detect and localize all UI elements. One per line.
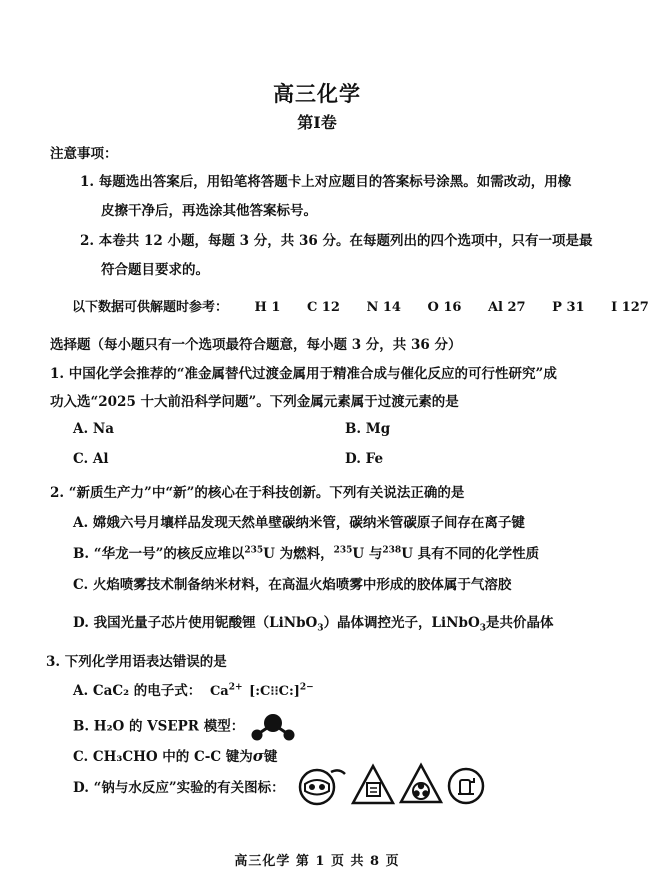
ventilation-fan-icon xyxy=(398,762,444,808)
note-2-line-1: 2. 本卷共 12 小题，每题 3 分，共 36 分。在每题列出的四个选项中，只有一项是最 xyxy=(80,233,593,249)
note-2-line-2: 符合题目要求的。 xyxy=(101,262,209,278)
q2-d-sub-2: 3 xyxy=(479,623,486,634)
q1-stem-line-2: 功入选“2025 十大前沿科学问题”。下列金属元素属于过渡元素的是 xyxy=(50,394,459,410)
q2-option-d xyxy=(73,611,554,634)
atomic-mass-o: O 16 xyxy=(427,300,462,315)
q2-b-mass-3: 238 xyxy=(382,545,402,556)
atomic-mass-al: Al 27 xyxy=(487,300,526,315)
q3-option-b xyxy=(73,712,297,742)
notes-heading: 注意事项： xyxy=(50,146,118,162)
q2-b-mass-1: 235 xyxy=(244,545,264,556)
water-vsepr-model-icon xyxy=(249,712,297,742)
q3-option-a xyxy=(73,679,314,699)
q2-d-sub-1: 3 xyxy=(317,623,324,634)
q2-option-c: C. 火焰喷雾技术制备纳米材料，在高温火焰喷雾中形成的胶体属于气溶胶 xyxy=(73,577,512,593)
q1-option-b: B. Mg xyxy=(345,421,391,437)
atomic-mass-h: H 1 xyxy=(254,300,281,315)
q2-option-a: A. 嫦娥六号月壤样品发现天然单壁碳纳米管，碳纳米管碳原子间存在离子键 xyxy=(73,515,525,531)
atomic-mass-i: I 127 xyxy=(611,300,649,315)
q2-b-mass-2: 235 xyxy=(333,545,353,556)
q2-d-text-3: 是共价晶体 xyxy=(486,615,554,631)
atomic-mass-p: P 31 xyxy=(552,300,585,315)
q3-option-d xyxy=(73,776,285,796)
carbide-charge: 2− xyxy=(299,682,314,693)
q1-option-d: D. Fe xyxy=(345,451,384,467)
note-1-line-1: 1. 每题选出答案后，用铅笔将答题卡上对应题目的答案标号涂黑。如需改动，用橡 xyxy=(80,174,572,190)
page-title: 高三化学 xyxy=(273,81,361,106)
q2-b-text-4: U 具有不同的化学性质 xyxy=(401,546,540,562)
calcium-charge: 2+ xyxy=(228,682,243,693)
atomic-mass-n: N 14 xyxy=(366,300,401,315)
sigma-symbol: σ xyxy=(252,747,264,765)
q3-stem: 3. 下列化学用语表达错误的是 xyxy=(46,654,227,670)
q1-stem-line-1: 1. 中国化学会推荐的“准金属替代过渡金属用于精准合成与催化反应的可行性研究”成 xyxy=(50,366,557,382)
q2-d-text-2: ）晶体调控光子，LiNbO xyxy=(323,615,480,631)
q3-a-label: A. CaC₂ 的电子式： xyxy=(73,683,202,699)
q2-d-text-1: D. 我国光量子芯片使用铌酸锂（LiNbO xyxy=(73,615,318,631)
q3-c-end: 键 xyxy=(263,749,278,765)
q3-d-label: D. “钠与水反应”实验的有关图标： xyxy=(73,780,285,796)
q1-option-c: C. Al xyxy=(73,451,109,467)
q2-b-text-3: U 与 xyxy=(352,546,383,562)
q2-b-text-1: B. “华龙一号”的核反应堆以 xyxy=(73,546,245,562)
carbide-ion: [:C⁝⁝C:] xyxy=(249,684,300,699)
fire-hazard-triangle-icon xyxy=(350,763,396,807)
q1-option-a: A. Na xyxy=(73,421,114,437)
calcium-ion: Ca xyxy=(209,684,229,699)
reference-data xyxy=(72,296,671,315)
section-title: 第I卷 xyxy=(297,113,337,132)
atomic-mass-c: C 12 xyxy=(306,300,340,315)
q2-option-b xyxy=(73,542,539,562)
reference-lead: 以下数据可供解题时参考： xyxy=(72,300,229,315)
q2-stem: 2. “新质生产力”中“新”的核心在于科技创新。下列有关说法正确的是 xyxy=(50,485,465,501)
section-heading: 选择题（每小题只有一个选项最符合题意，每小题 3 分，共 36 分） xyxy=(50,337,462,353)
q2-b-text-2: U 为燃料， xyxy=(263,546,334,562)
wash-hands-icon xyxy=(446,766,486,806)
cac2-electron-formula xyxy=(210,684,314,699)
goggles-safety-icon xyxy=(295,766,347,806)
q3-b-label: B. H₂O 的 VSEPR 模型： xyxy=(73,718,245,735)
q3-option-c xyxy=(73,745,277,765)
page-footer: 高三化学 第 1 页 共 8 页 xyxy=(234,854,400,869)
q3-c-label: C. CH₃CHO 中的 C-C 键为 xyxy=(73,749,253,765)
note-1-line-2: 皮擦干净后，再选涂其他答案标号。 xyxy=(101,203,317,219)
